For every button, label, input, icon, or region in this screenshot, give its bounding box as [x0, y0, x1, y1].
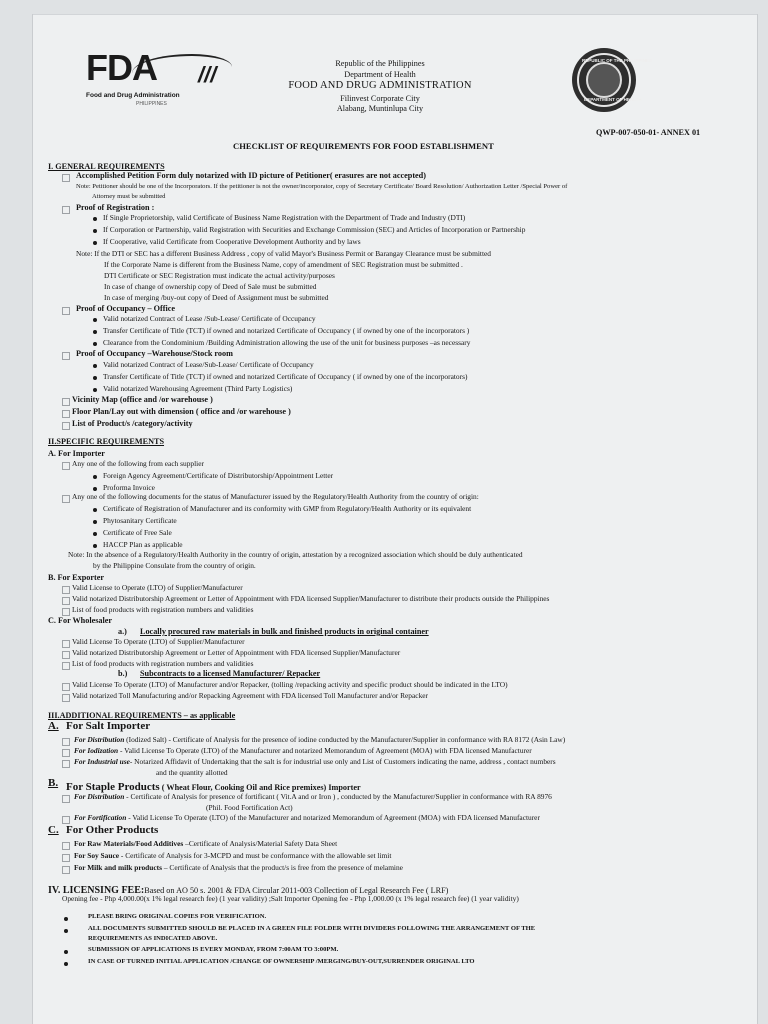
header-republic: Republic of the Philippines: [335, 59, 425, 68]
list-item: Foreign Agency Agreement/Certificate of Distributorship/Appointment Letter: [103, 471, 334, 480]
exporter-item: Valid License to Operate (LTO) of Supplier/Manufacturer: [72, 583, 243, 592]
checkbox[interactable]: [62, 410, 70, 418]
req-product-list: List of Product/s /category/activity: [72, 419, 193, 428]
section-additional-heading: III.ADDITIONAL REQUIREMENTS – as applicable: [48, 711, 236, 720]
registration-note: In case of change of ownership copy of Deed of Sale must be submitted: [104, 282, 317, 291]
list-item: Transfer Certificate of Title (TCT) if owned and notarized Certificate of Occupancy ( if owned by one of the incorporators ): [103, 326, 470, 335]
list-item: Valid notarized Warehousing Agreement (Third Party Logistics): [103, 384, 293, 393]
other-item: For Raw Materials/Food Additives –Certificate of Analysis/Material Safety Data Sheet: [74, 839, 338, 848]
list-item: Certificate of Registration of Manufacturer and its conformity with GMP from Regulatory/Health Authority or its equivalent: [103, 504, 472, 513]
registration-note: DTI Certificate or SEC Registration must indicate the actual activity/purposes: [104, 271, 335, 280]
other-item: For Soy Sauce - Certificate of Analysis for 3-MCPD and must be conformance with the allowable set limit: [74, 851, 392, 860]
staple-item: For Distribution - Certificate of Analysis for presence of fortificant ( Vit.A and or Iron ) , conducted by the Manufacturer/Supplier in conformance with RA 8976: [74, 792, 552, 801]
header-department: Department of Health: [344, 70, 416, 79]
checkbox[interactable]: [62, 842, 70, 850]
salt-letter: A.: [48, 720, 59, 732]
licensing-fees: Opening fee - Php 4,000.00(x 1% legal research fee) (1 year validity) ;Salt Importer Opening fee - Php 1,000.00 (x 1% legal research fee) (1 year validity): [62, 894, 519, 903]
logo-text: FDA: [86, 47, 157, 88]
licensing-line: IV. LICENSING FEE:Based on AO 50 s. 2001 & FDA Circular 2011-003 Collection of Legal Research Fee ( LRF): [48, 885, 449, 896]
logo-subtitle: Food and Drug Administration: [86, 92, 180, 99]
exporter-item: Valid notarized Distributorship Agreement or Letter of Appointment with FDA licensed Supplier/Manufacturer to distribute their products outside the Philippines: [72, 594, 550, 603]
section-specific-heading: II.SPECIFIC REQUIREMENTS: [48, 437, 165, 446]
salt-item: For Distribution (Iodized Salt) - Certificate of Analysis for the presence of iodine conducted by the Manufacturer/Supplier in conformance with RA 8172 (Asin Law): [74, 735, 566, 744]
staple-letter: B.: [48, 777, 59, 789]
wholesaler-a-label: a.): [118, 627, 127, 636]
petition-note: Note: Petitioner should be one of the Incorporators. If the petitioner is not the owner/incorporator, copy of Secretary Certificate/ Board Resolution/ Authorization Letter /Special Power of: [76, 183, 568, 190]
checkbox[interactable]: [62, 462, 70, 470]
checkbox[interactable]: [62, 174, 70, 182]
checkbox[interactable]: [62, 749, 70, 757]
exporter-item: List of food products with registration numbers and validities: [72, 605, 254, 614]
checkbox[interactable]: [62, 206, 70, 214]
header-agency: FOOD AND DRUG ADMINISTRATION: [288, 80, 472, 91]
wholesaler-b-label: b.): [118, 669, 128, 678]
wholesaler-item: Valid License To Operate (LTO) of Manufacturer and/or Repacker, (tolling /repacking activity and specific product should be indicated in the LTO): [72, 680, 508, 689]
wholesaler-item: Valid notarized Distributorship Agreement or Letter of Appointment with FDA licensed Supplier/Manufacturer: [72, 648, 401, 657]
list-item: If Corporation or Partnership, valid Registration with Securities and Exchange Commission (SEC) and Articles of Incorporation or Partnership: [103, 225, 526, 234]
list-item: Valid notarized Contract of Lease /Sub-Lease/ Certificate of Occupancy: [103, 314, 316, 323]
req-petition: Accomplished Petition Form duly notarized with ID picture of Petitioner( erasures are not accepted): [76, 171, 426, 180]
salt-title: For Salt Importer: [66, 720, 151, 732]
registration-note: Note: If the DTI or SEC has a different Business Address , copy of valid Mayor's Business Permit or Barangay Clearance must be submitted: [76, 249, 491, 258]
registration-note: In case of merging /buy-out copy of Deed of Assignment must be submitted: [104, 293, 329, 302]
doh-seal: REPUBLIC OF THE PHILIPPINES DEPARTMENT OF HEALTH: [572, 48, 636, 112]
list-item: Proforma Invoice: [103, 483, 155, 492]
checkbox[interactable]: [62, 694, 70, 702]
list-item: Certificate of Free Sale: [103, 528, 172, 537]
checkbox[interactable]: [62, 398, 70, 406]
licensing-note: PLEASE BRING ORIGINAL COPIES FOR VERIFICATION.: [88, 913, 267, 920]
other-letter: C.: [48, 824, 59, 836]
checkbox[interactable]: [62, 662, 70, 670]
logo-subtitle-2: PHILIPPINES: [136, 101, 167, 107]
header-address2: Alabang, Muntinlupa City: [336, 104, 424, 113]
petition-note-cont: Attorney must be submitted: [92, 193, 166, 200]
checkbox[interactable]: [62, 816, 70, 824]
list-item: Clearance from the Condominium /Building Administration allowing the use of the unit for business purposes –as necessary: [103, 338, 471, 347]
importer-note-cont: by the Philippine Consulate from the country of origin.: [93, 561, 256, 570]
fda-logo: FDA /// Food and Drug Administration PHILIPPINES: [86, 48, 232, 110]
salt-item-cont: and the quantity allotted: [156, 768, 228, 777]
checkbox[interactable]: [62, 608, 70, 616]
list-item: HACCP Plan as applicable: [103, 540, 183, 549]
checkbox[interactable]: [62, 352, 70, 360]
licensing-note: IN CASE OF TURNED INITIAL APPLICATION /CHANGE OF OWNERSHIP /MERGING/BUY-OUT,SURRENDER ORIGINAL LTO: [88, 958, 475, 965]
list-item: Transfer Certificate of Title (TCT) if owned and notarized Certificate of Occupancy ( if owned by one of the incorporators): [103, 372, 468, 381]
staple-item: For Fortification - Valid License To Operate (LTO) of the Manufacturer and notarized Memorandum of Agreement (MOA) with FDA licensed Manufacturer: [74, 813, 540, 822]
list-item: If Single Proprietorship, valid Certificate of Business Name Registration with the Department of Trade and Industry (DTI): [103, 213, 466, 222]
wholesaler-b-title: Subcontracts to a licensed Manufacturer/ Repacker: [140, 669, 321, 678]
importer-option-1: Any one of the following from each supplier: [72, 459, 204, 468]
document-title: CHECKLIST OF REQUIREMENTS FOR FOOD ESTABLISHMENT: [233, 141, 494, 151]
req-occupancy-office: Proof of Occupancy – Office: [76, 304, 175, 313]
licensing-note: SUBMISSION OF APPLICATIONS IS EVERY MONDAY, FROM 7:00AM TO 3:00PM.: [88, 946, 339, 953]
checkbox[interactable]: [62, 597, 70, 605]
registration-note: If the Corporate Name is different from the Business Name, copy of amendment of SEC Registration must be submitted .: [104, 260, 463, 269]
checkbox[interactable]: [62, 866, 70, 874]
checkbox[interactable]: [62, 307, 70, 315]
checkbox[interactable]: [62, 683, 70, 691]
salt-item: For Iodization - Valid License To Operate (LTO) of the Manufacturer and notarized Memorandum of Agreement (MOA) with FDA licensed Manufacturer: [74, 746, 532, 755]
licensing-note: ALL DOCUMENTS SUBMITTED SHOULD BE PLACED IN A GREEN FILE FOLDER WITH DIVIDERS FOLLOWING THE ARRANGEMENT OF THE: [88, 925, 536, 932]
wholesaler-item: List of food products with registration numbers and validities: [72, 659, 254, 668]
staple-title-line: For Staple Products ( Wheat Flour, Cooking Oil and Rice premixes) Importer: [66, 781, 361, 793]
req-occupancy-warehouse: Proof of Occupancy –Warehouse/Stock room: [76, 349, 233, 358]
importer-option-2: Any one of the following documents for the status of Manufacturer issued by the Regulatory/Health Authority from the country of origin:: [72, 492, 479, 501]
checkbox[interactable]: [62, 738, 70, 746]
wholesaler-item: Valid License To Operate (LTO) of Supplier/Manufacturer: [72, 637, 245, 646]
subsection-importer: A. For Importer: [48, 449, 105, 458]
req-floor-plan: Floor Plan/Lay out with dimension ( office and /or warehouse ): [72, 407, 291, 416]
document-code: QWP-007-050-01- ANNEX 01: [596, 128, 701, 137]
salt-item: For Industrial use- Notarized Affidavit of Undertaking that the salt is for industrial use only and List of Customers indicating the name, address , contact numbers: [74, 757, 556, 766]
subsection-wholesaler: C. For Wholesaler: [48, 616, 113, 625]
header-address1: Filinvest Corporate City: [340, 94, 420, 103]
other-item: For Milk and milk products – Certificate of Analysis that the product/s is free from the presence of melamine: [74, 863, 403, 872]
checkbox[interactable]: [62, 422, 70, 430]
wholesaler-item: Valid notarized Toll Manufacturing and/or Repacking Agreement with FDA licensed Toll Manufacturer and/or Repacker: [72, 691, 429, 700]
checkbox[interactable]: [62, 651, 70, 659]
list-item: Valid notarized Contract of Lease/Sub-Lease/ Certificate of Occupancy: [103, 360, 314, 369]
req-registration: Proof of Registration :: [76, 203, 155, 212]
checkbox[interactable]: [62, 640, 70, 648]
checkbox[interactable]: [62, 795, 70, 803]
other-title: For Other Products: [66, 824, 159, 836]
checkbox[interactable]: [62, 495, 70, 503]
checkbox[interactable]: [62, 854, 70, 862]
req-vicinity-map: Vicinity Map (office and /or warehouse ): [72, 395, 213, 404]
section-general-heading: I. GENERAL REQUIREMENTS: [48, 162, 165, 171]
licensing-note-cont: REQUIREMENTS AS INDICATED ABOVE.: [88, 935, 218, 942]
checkbox[interactable]: [62, 760, 70, 768]
staple-item-cont: (Phil. Food Fortification Act): [206, 803, 293, 812]
checkbox[interactable]: [62, 586, 70, 594]
importer-note: Note: In the absence of a Regulatory/Health Authority in the country of origin, attestation by a recognized association which should be duly authenticated: [68, 550, 523, 559]
wholesaler-a-title: Locally procured raw materials in bulk and finished products in original container: [140, 627, 429, 636]
list-item: Phytosanitary Certificate: [103, 516, 177, 525]
subsection-exporter: B. For Exporter: [48, 573, 105, 582]
list-item: If Cooperative, valid Certificate from Cooperative Development Authority and by laws: [103, 237, 361, 246]
